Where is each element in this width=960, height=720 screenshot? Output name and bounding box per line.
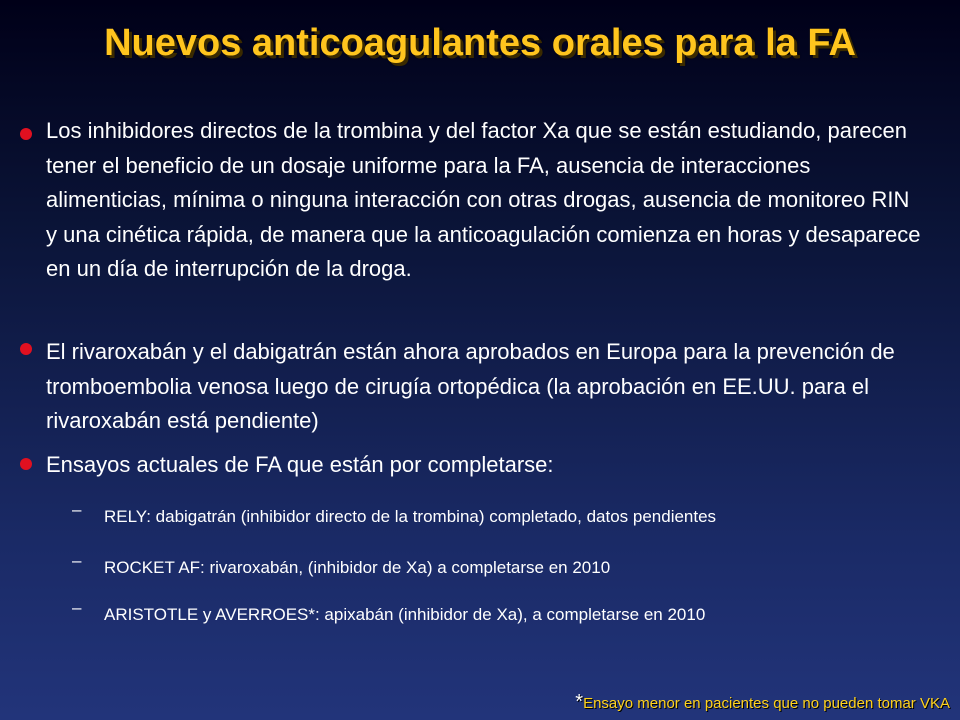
footnote-text: Ensayo menor en pacientes que no pueden tomar VKA	[583, 695, 950, 712]
dash-icon: –	[72, 500, 82, 519]
slide-title: Nuevos anticoagulantes orales para la FA	[104, 22, 856, 64]
bullet-text: Los inhibidores directos de la trombina y del factor Xa que se están estudiando, parecen tener el beneficio de un dosaje uniforme para la FA, ausencia de interacciones alimenticias, mínima o ninguna interacción con otras drogas, ausencia de monitoreo RIN y una cinética rápida, de manera que la anticoagulación comienza en horas y desaparece en un día de interrupción de la droga.	[46, 118, 921, 281]
dash-icon: –	[72, 598, 82, 617]
bullet-dot-icon	[20, 128, 32, 140]
bullet-text: Ensayos actuales de FA que están por completarse:	[46, 452, 554, 477]
footnote	[575, 691, 950, 714]
footnote-star: *	[575, 691, 584, 713]
sub-bullet-text: ARISTOTLE y AVERROES*: apixabán (inhibidor de Xa), a completarse en 2010	[104, 605, 706, 624]
bullet-dot-icon	[20, 458, 32, 470]
bullet-dot-icon	[20, 343, 32, 355]
sub-bullet-text: RELY: dabigatrán (inhibidor directo de la trombina) completado, datos pendientes	[104, 507, 717, 526]
sub-bullet-text: ROCKET AF: rivaroxabán, (inhibidor de Xa) a completarse en 2010	[104, 558, 611, 577]
bullet-text: El rivaroxabán y el dabigatrán están ahora aprobados en Europa para la prevención de tromboembolia venosa luego de cirugía ortopédica (la aprobación en EE.UU. para el rivaroxabán está pendiente)	[46, 339, 895, 433]
dash-icon: –	[72, 551, 82, 570]
